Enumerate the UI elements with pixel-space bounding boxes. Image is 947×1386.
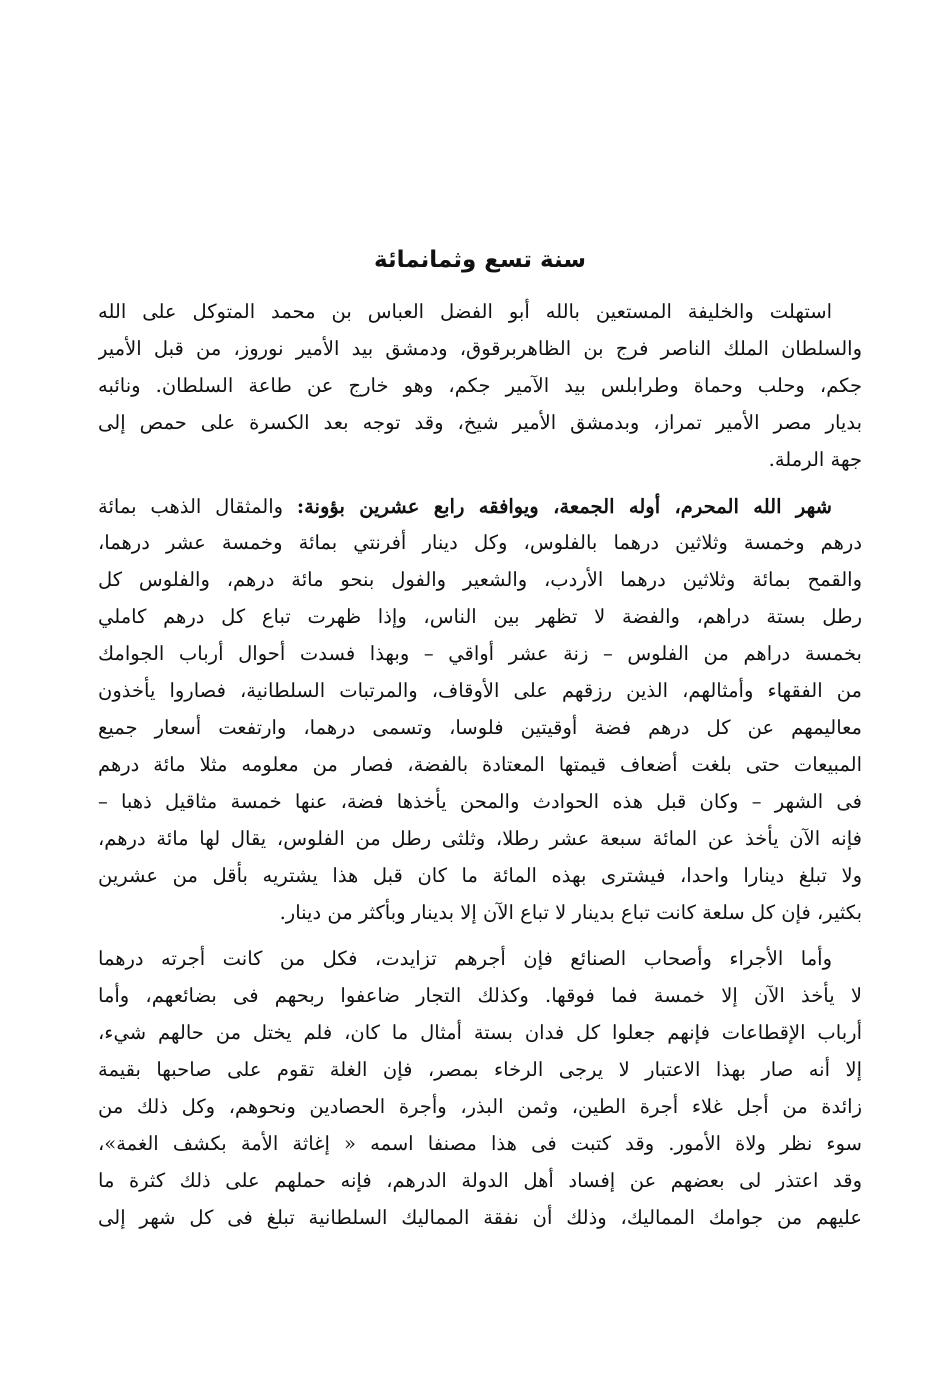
text-line: درهم وخمسة وثلاثين درهما بالفلوس، وكل دينار أفرنتي بمائة وخمسة عشر درهما، [98, 531, 862, 555]
text-line: سوء نظر ولاة الأمور. وقد كتبت فى هذا مصنفا اسمه « إغاثة الأمة بكشف الغمة»، [98, 1131, 862, 1155]
text-line: بخمسة دراهم من الفلوس – زنة عشر أواقي – وبهذا فسدت أحوال أرباب الجوامك [98, 642, 862, 666]
text-line [98, 489, 862, 526]
text-line: لا يأخذ الآن إلا خمسة فما فوقها. وكذلك التجار ضاعفوا ربحهم فى بضائعهم، وأما [98, 984, 862, 1008]
text-line: إلا أنه صار بهذا الاعتبار لا يرجى الرخاء بمصر، فإن الغلة تقوم على صاحبها بقيمة [98, 1058, 862, 1082]
text-line: والقمح بمائة وثلاثين درهما الأردب، والشعير والفول بنحو مائة درهم، والفلوس كل [98, 568, 862, 592]
paragraph-1 [98, 294, 862, 479]
text-line: جكم، وحلب وحماة وطرابلس بيد الآمير جكم، وهو خارج عن طاعة السلطان. ونائبه [98, 373, 862, 397]
text-line: أرباب الإقطاعات فإنهم جعلوا كل فدان بستة أمثال ما كان، فلم يختل من حالهم شيء، [98, 1021, 862, 1045]
text-line: بكثير، فإن كل سلعة كانت تباع بدينار لا تباع الآن إلا بدينار وبأكثر من دينار. [279, 900, 862, 924]
text-line: فى الشهر – وكان قبل هذه الحوادث والمحن يأخذها فضة، عنها خمسة مثاقيل ذهبا – [98, 789, 862, 813]
page-body [98, 240, 862, 1247]
text-line: والسلطان الملك الناصر فرج بن الظاهربرقوق، ودمشق بيد الأمير نوروز، من قبل الأمير [98, 336, 862, 360]
month-heading: شهر الله المحرم، أوله الجمعة، ويوافقه رابع عشرين بؤونة: [296, 494, 832, 518]
paragraph-3 [98, 941, 862, 1236]
text-line: معاليمهم عن كل درهم فضة أوقيتين فلوسا، وتسمى درهما، وارتفعت أسعار جميع [98, 715, 862, 739]
text-line: وأما الأجراء وأصحاب الصنائع فإن أجرهم تزايدت، فكل من كانت أجرته درهما [98, 947, 832, 971]
text-line: رطل بستة دراهم، والفضة لا تظهر بين الناس، وإذا ظهرت تباع كل درهم كاملي [98, 605, 862, 629]
text-line: ولا تبلغ دينارا واحدا، فيشترى بهذه المائة ما كان قبل هذا يشتريه بأقل من عشرين [98, 863, 862, 887]
text-line: استهلت والخليفة المستعين بالله أبو الفضل العباس بن محمد المتوكل على الله [98, 300, 832, 323]
text-line: بديار مصر الأمير تمراز، وبدمشق الأمير شيخ، وقد توجه بعد الكسرة على حمص إلى [98, 410, 862, 434]
text-line: جهة الرملة. [768, 447, 862, 471]
text-line: فإنه الآن يأخذ عن المائة سبعة عشر رطلا، وثلثى رطل من الفلوس، يقال لها مائة درهم، [98, 826, 862, 850]
text-line: وقد اعتذر لى بعضهم عن إفساد أهل الدولة الدرهم، فإنه حملهم على ذلك كثرة ما [98, 1168, 862, 1192]
text-line: عليهم من جوامك المماليك، وذلك أن نفقة المماليك السلطانية تبلغ فى كل شهر إلى [98, 1205, 862, 1229]
text-line: من الفقهاء وأمثالهم، الذين رزقهم على الأوقاف، والمرتبات السلطانية، فصاروا يأخذون [98, 679, 862, 703]
text-line: المبيعات حتى بلغت أضعاف قيمتها المعتادة بالفضة، فصار من معلومه مثلا مائة درهم [98, 752, 862, 776]
section-heading: سنة تسع وثمانمائة [374, 247, 586, 273]
text-line-rest: والمثقال الذهب بمائة [98, 494, 297, 518]
text-line: زائدة من أجل غلاء أجرة الطين، وثمن البذر، وأجرة الحصادين ونحوهم، وكل ذلك من [98, 1095, 862, 1119]
paragraph-2 [98, 489, 862, 932]
